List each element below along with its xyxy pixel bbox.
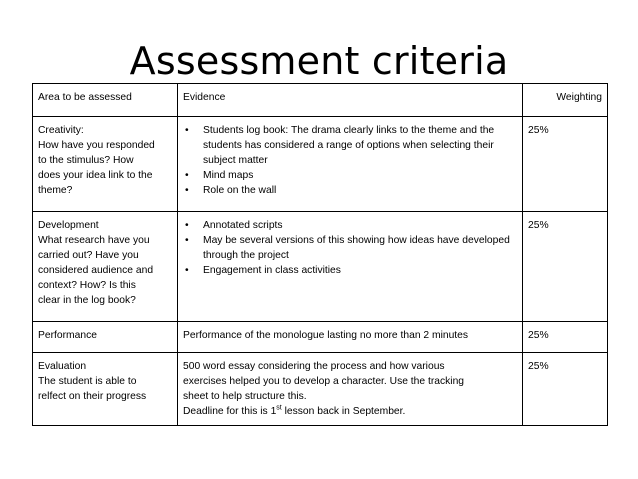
- evidence-cell: Performance of the monologue lasting no more than 2 minutes: [178, 322, 523, 353]
- weighting-cell: 25%: [523, 322, 608, 353]
- evidence-text: Annotated scripts: [203, 220, 283, 231]
- evidence-text: Role on the wall: [203, 185, 277, 196]
- table-row: [33, 212, 608, 322]
- evidence-text: Students log book: The drama clearly links to the theme and the students has considered a range of options when selecting their subject matter: [203, 125, 495, 166]
- area-line: How have you responded: [38, 140, 155, 151]
- evidence-line: 500 word essay considering the process and how various: [183, 361, 445, 372]
- area-line: does your idea link to the: [38, 170, 153, 181]
- area-line: to the stimulus? How: [38, 155, 134, 166]
- evidence-cell: [178, 353, 523, 426]
- area-line: context? How? Is this: [38, 280, 136, 291]
- bullet-icon: •: [185, 235, 189, 246]
- weighting-cell: 25%: [523, 353, 608, 426]
- area-line: carried out? Have you: [38, 250, 139, 261]
- bullet-icon: •: [185, 220, 189, 231]
- weighting-cell: 25%: [523, 117, 608, 212]
- deadline-prefix: Deadline for this is 1: [183, 406, 277, 417]
- header-weighting: Weighting: [523, 84, 608, 117]
- bullet-icon: •: [185, 170, 189, 181]
- area-line: considered audience and: [38, 265, 154, 276]
- area-line: clear in the log book?: [38, 295, 136, 306]
- deadline-line: [183, 404, 517, 419]
- evidence-item: [183, 233, 517, 263]
- evidence-text: May be several versions of this showing how ideas have developed through the project: [203, 235, 510, 261]
- table-row: [33, 117, 608, 212]
- assessment-criteria-table: [32, 83, 608, 426]
- header-evidence: Evidence: [178, 84, 523, 117]
- bullet-icon: •: [185, 265, 189, 276]
- evidence-cell: [178, 117, 523, 212]
- area-line: relfect on their progress: [38, 391, 147, 402]
- weighting-cell: 25%: [523, 212, 608, 322]
- table-header-row: [33, 84, 608, 117]
- area-cell: [33, 117, 178, 212]
- evidence-cell: [178, 212, 523, 322]
- bullet-icon: •: [185, 185, 189, 196]
- evidence-item: [183, 263, 517, 278]
- evidence-line: exercises helped you to develop a character. Use the tracking: [183, 376, 465, 387]
- deadline-suffix: lesson back in September.: [281, 406, 406, 417]
- table-row: [33, 353, 608, 426]
- area-cell: Performance: [33, 322, 178, 353]
- evidence-item: [183, 168, 517, 183]
- area-title: Creativity:: [38, 125, 84, 136]
- evidence-item: [183, 218, 517, 233]
- evidence-text: Mind maps: [203, 170, 254, 181]
- area-cell: [33, 353, 178, 426]
- area-title: Development: [38, 220, 99, 231]
- area-line: theme?: [38, 185, 73, 196]
- table-row: [33, 322, 608, 353]
- area-line: What research have you: [38, 235, 150, 246]
- evidence-list: [183, 123, 517, 198]
- deadline-ordinal: st: [276, 404, 282, 412]
- area-cell: [33, 212, 178, 322]
- evidence-text: Engagement in class activities: [203, 265, 341, 276]
- area-title: Evaluation: [38, 361, 87, 372]
- area-line: The student is able to: [38, 376, 137, 387]
- page-title: Assessment criteria: [129, 39, 509, 83]
- evidence-item: [183, 123, 517, 168]
- bullet-icon: •: [185, 125, 189, 136]
- header-area: Area to be assessed: [33, 84, 178, 117]
- evidence-line: sheet to help structure this.: [183, 391, 307, 402]
- evidence-item: [183, 183, 517, 198]
- evidence-list: [183, 218, 517, 278]
